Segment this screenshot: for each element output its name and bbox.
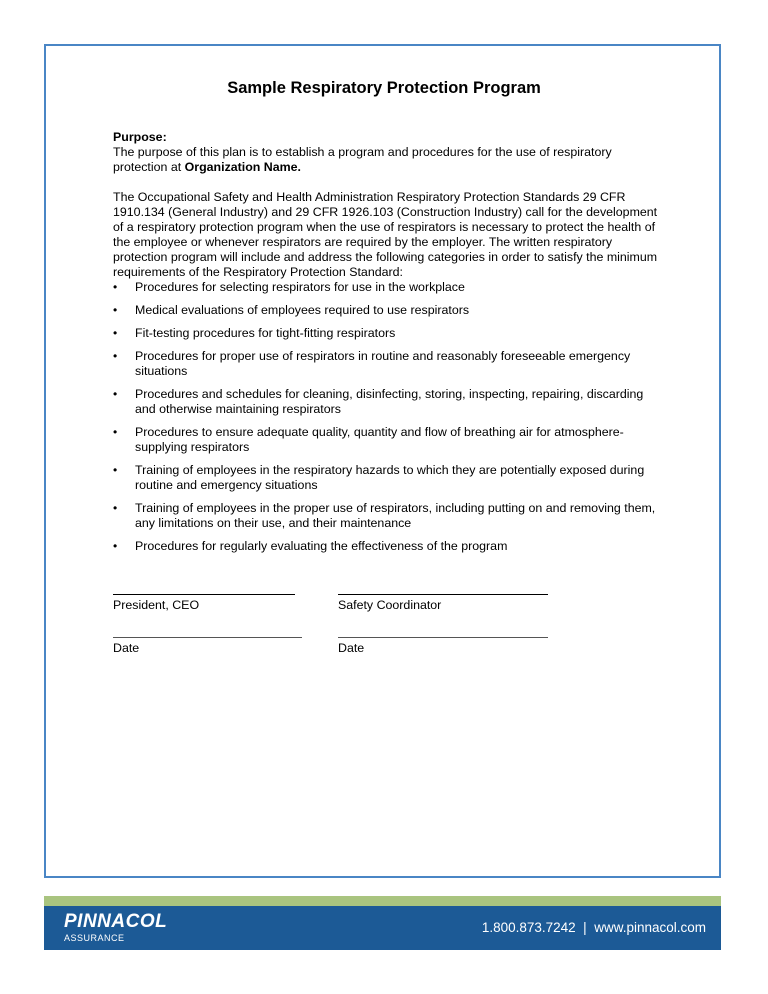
organization-name: Organization Name.	[184, 160, 301, 174]
date-right-block	[338, 637, 548, 655]
footer-bar	[44, 906, 721, 950]
list-item-text: Procedures for selecting respirators for use in the workplace	[135, 280, 465, 294]
date-left-block	[113, 637, 302, 655]
list-item	[113, 463, 658, 493]
pinnacol-logo: PINNACOL	[64, 911, 168, 932]
list-item-text: Procedures and schedules for cleaning, disinfecting, storing, inspecting, repairing, discarding and otherwise maintaining respirators	[135, 387, 644, 416]
date-left-label: Date	[113, 641, 140, 655]
intro-paragraph: The Occupational Safety and Health Administration Respiratory Protection Standards 29 CFR 1910.134 (General Industry) and 29 CFR 1926.103 (Construction Industry) call for the development of a respiratory protection program when the use of respirators is necessary to protect the health of the employee or whenever respirators are required by the employer. The written respiratory protection program will include and address the following categories in order to satisfy the minimum requirements of the Respiratory Protection Standard:	[113, 190, 658, 279]
bullet-icon: •	[113, 303, 118, 317]
coordinator-signature-block	[338, 594, 548, 612]
president-label: President, CEO	[113, 598, 200, 612]
date-left-line	[113, 637, 302, 638]
list-item	[113, 280, 658, 295]
coordinator-label: Safety Coordinator	[338, 598, 442, 612]
purpose-text: The purpose of this plan is to establish a program and procedures for the use of respiratory protection at	[113, 145, 612, 174]
list-item	[113, 387, 658, 417]
bullet-icon: •	[113, 539, 118, 553]
list-item-text: Training of employees in the proper use of respirators, including putting on and removing them, any limitations on their use, and their maintenance	[135, 501, 656, 530]
bullet-icon: •	[113, 280, 118, 294]
president-signature-line	[113, 594, 295, 595]
list-item-text: Procedures for regularly evaluating the effectiveness of the program	[135, 539, 508, 553]
list-item-text: Medical evaluations of employees required to use respirators	[135, 303, 470, 317]
list-item-text: Training of employees in the respiratory hazards to which they are potentially exposed during routine and emergency situations	[135, 463, 645, 492]
requirements-list	[113, 280, 658, 554]
bullet-icon: •	[113, 463, 118, 477]
list-item	[113, 326, 658, 341]
list-item	[113, 501, 658, 531]
coordinator-signature-line	[338, 594, 548, 595]
list-item-text: Fit-testing procedures for tight-fitting respirators	[135, 326, 396, 340]
list-item-text: Procedures to ensure adequate quality, quantity and flow of breathing air for atmosphere-supplying respirators	[135, 425, 624, 454]
bullet-icon: •	[113, 501, 118, 515]
bullet-icon: •	[113, 349, 118, 363]
date-right-line	[338, 637, 548, 638]
bullet-icon: •	[113, 326, 118, 340]
bullet-icon: •	[113, 425, 118, 439]
bullet-icon: •	[113, 387, 118, 401]
purpose-heading: Purpose:	[113, 130, 167, 144]
footer-contact: 1.800.873.7242 | www.pinnacol.com	[481, 920, 706, 935]
purpose-paragraph	[113, 145, 658, 175]
president-signature-block	[113, 594, 295, 612]
footer-accent-bar	[44, 896, 721, 906]
list-item	[113, 425, 658, 455]
list-item-text: Procedures for proper use of respirators in routine and reasonably foreseeable emergency situations	[135, 349, 631, 378]
list-item	[113, 539, 658, 554]
pinnacol-logo-subtitle: ASSURANCE	[64, 933, 125, 943]
list-item	[113, 303, 658, 318]
document-body	[113, 130, 658, 562]
date-right-label: Date	[338, 641, 365, 655]
document-title: Sample Respiratory Protection Program	[227, 79, 541, 97]
list-item	[113, 349, 658, 379]
